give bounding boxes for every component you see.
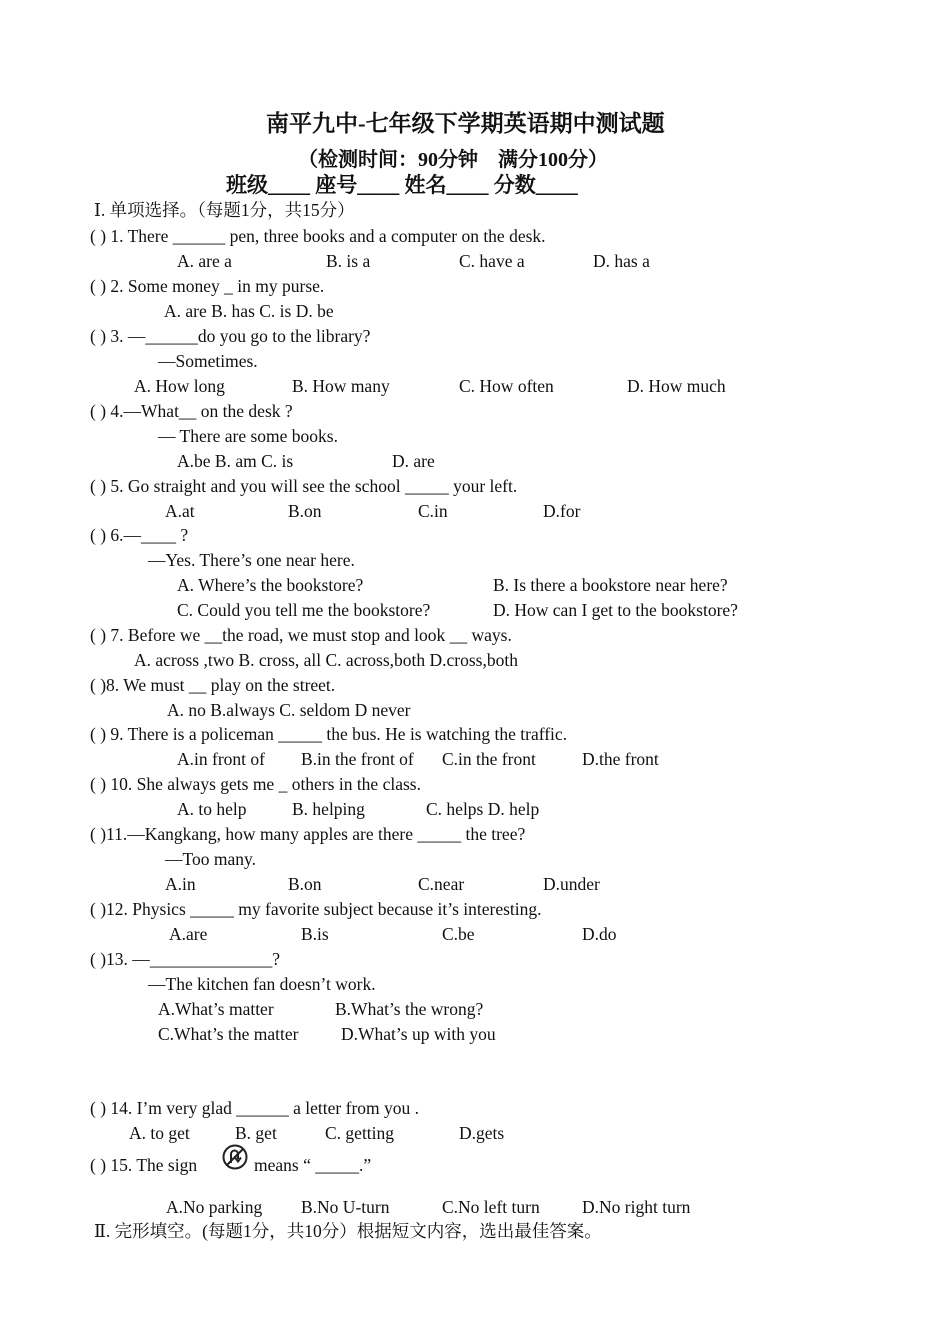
q14-option-a: A. to get [129,1123,190,1143]
q4-options-abc: A.be B. am C. is [177,451,294,471]
q5-option-b: B.on [288,501,322,521]
q12-option-d: D.do [582,924,617,944]
q12-option-b: B.is [301,924,329,944]
q3-stem: ( ) 3. —______do you go to the library? [90,326,371,346]
q3-option-b: B. How many [292,376,390,396]
q1-stem: ( ) 1. There ______ pen, three books and a computer on the desk. [90,226,546,246]
q7-options: A. across ,two B. cross, all C. across,both D.cross,both [134,650,518,670]
q6-stem: ( ) 6.—____ ? [90,525,189,545]
q10-option-a: A. to help [177,799,247,819]
q8-options: A. no B.always C. seldom D never [167,700,411,720]
q15-option-c: C.No left turn [442,1197,540,1217]
q9-option-b: B.in the front of [301,749,414,769]
q2-stem: ( ) 2. Some money _ in my purse. [90,276,325,296]
q7-stem: ( ) 7. Before we __the road, we must stop and look __ ways. [90,625,512,645]
q4-answer: — There are some books. [158,426,338,446]
q10-options-cd: C. helps D. help [426,799,540,819]
q2-options: A. are B. has C. is D. be [164,301,334,321]
q11-option-a: A.in [165,874,196,894]
q11-option-c: C.near [418,874,465,894]
q9-stem: ( ) 9. There is a policeman _____ the bus. He is watching the traffic. [90,724,568,744]
section2-heading: Ⅱ. 完形填空。(每题1分，共10分）根据短文内容，选出最佳答案。 [94,1221,602,1241]
q1-option-b: B. is a [326,251,371,271]
q6-option-c: C. Could you tell me the bookstore? [177,600,431,620]
q11-option-b: B.on [288,874,322,894]
q11-option-d: D.under [543,874,600,894]
q15-option-a: A.No parking [166,1197,263,1217]
q8-stem: ( )8. We must __ play on the street. [90,675,336,695]
q14-stem: ( ) 14. I’m very glad ______ a letter from you . [90,1098,420,1118]
q9-option-a: A.in front of [177,749,265,769]
q13-option-d: D.What’s up with you [341,1024,496,1044]
q11-answer: —Too many. [165,849,256,869]
q10-stem: ( ) 10. She always gets me _ others in the class. [90,774,421,794]
q3-option-c: C. How often [459,376,554,396]
q13-option-c: C.What’s the matter [158,1024,299,1044]
q1-option-c: C. have a [459,251,525,271]
section1-heading: Ⅰ. 单项选择。（每题1分，共15分） [94,200,355,220]
q1-option-a: A. are a [177,251,232,271]
no-u-turn-sign-icon [222,1144,248,1170]
q15-stem-post: means “ _____.” [254,1155,372,1175]
q13-answer: —The kitchen fan doesn’t work. [148,974,376,994]
q12-stem: ( )12. Physics _____ my favorite subject because it’s interesting. [90,899,542,919]
q14-option-c: C. getting [325,1123,395,1143]
q11-stem: ( )11.—Kangkang, how many apples are there _____ the tree? [90,824,526,844]
q6-option-b: B. Is there a bookstore near here? [493,575,728,595]
student-info-line: 班级____ 座号____ 姓名____ 分数____ [226,173,578,197]
q5-option-c: C.in [418,501,448,521]
q6-option-d: D. How can I get to the bookstore? [493,600,738,620]
q3-option-d: D. How much [627,376,726,396]
q3-answer: —Sometimes. [158,351,258,371]
q1-option-d: D. has a [593,251,650,271]
q9-option-d: D.the front [582,749,659,769]
q15-option-b: B.No U-turn [301,1197,390,1217]
q4-stem: ( ) 4.—What__ on the desk ? [90,401,293,421]
exam-subtitle: （检测时间：90分钟 满分100分） [298,149,608,171]
q10-option-b: B. helping [292,799,365,819]
q12-option-c: C.be [442,924,475,944]
q13-option-b: B.What’s the wrong? [335,999,484,1019]
q6-answer: —Yes. There’s one near here. [148,550,355,570]
q6-option-a: A. Where’s the bookstore? [177,575,364,595]
q15-stem-pre: ( ) 15. The sign [90,1155,198,1175]
q5-option-a: A.at [165,501,195,521]
q3-option-a: A. How long [134,376,225,396]
q13-stem: ( )13. —______________? [90,949,281,969]
page-title: 南平九中-七年级下学期英语期中测试题 [266,111,665,136]
q12-option-a: A.are [169,924,208,944]
q15-option-d: D.No right turn [582,1197,691,1217]
q5-stem: ( ) 5. Go straight and you will see the school _____ your left. [90,476,518,496]
q4-option-d: D. are [392,451,435,471]
q5-option-d: D.for [543,501,581,521]
q13-option-a: A.What’s matter [158,999,274,1019]
q14-option-b: B. get [235,1123,277,1143]
q9-option-c: C.in the front [442,749,536,769]
q14-option-d: D.gets [459,1123,505,1143]
